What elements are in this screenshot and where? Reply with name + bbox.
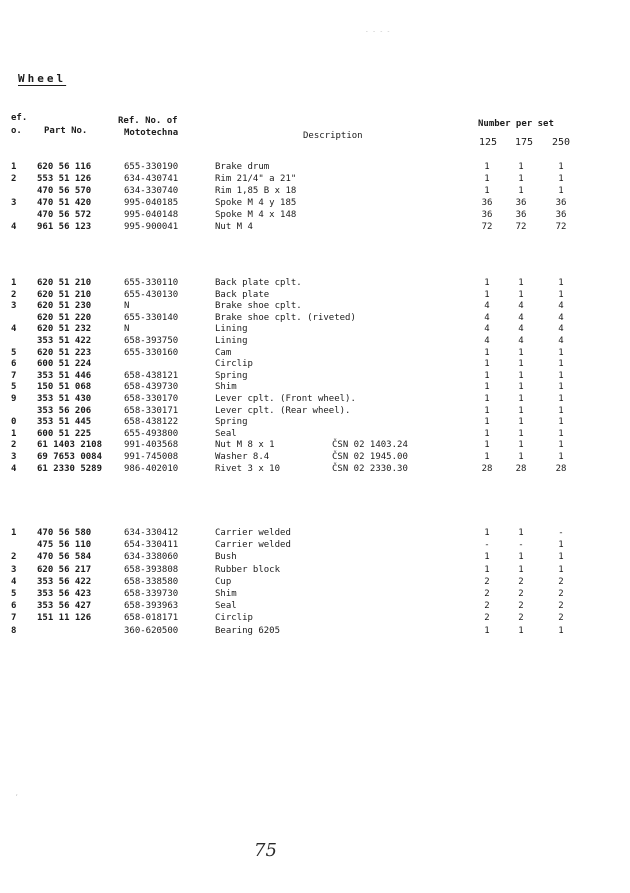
description: Circlip: [215, 359, 253, 370]
header-size-125: 125: [478, 137, 498, 148]
quantity-250: 1: [558, 278, 564, 288]
mototechna-number: 995-040185: [124, 198, 179, 208]
item-ref: 1: [11, 162, 17, 172]
section-title: Wheel: [18, 72, 67, 85]
quantity-175: 1: [518, 289, 524, 300]
item-ref: 2: [11, 440, 17, 451]
part-number: 620 51 210: [37, 289, 92, 300]
csn-standard: ČSN 02 1403.24: [332, 440, 408, 451]
quantity-125: 1: [484, 278, 490, 288]
quantity-175: -: [518, 540, 524, 551]
description: Carrier welded: [215, 540, 291, 551]
part-number: 553 51 126: [37, 174, 92, 184]
quantity-175: 72: [515, 222, 527, 232]
quantity-175: 1: [518, 186, 524, 196]
mototechna-number: 658-393750: [124, 336, 179, 346]
table-row: [0, 335, 630, 347]
mototechna-number: 634-338060: [124, 552, 179, 563]
table-row: [0, 312, 630, 324]
quantity-250: 36: [555, 198, 567, 208]
quantity-125: 1: [484, 528, 490, 538]
mototechna-number: 655-330140: [124, 312, 179, 323]
description: Spoke M 4 x 148: [215, 210, 297, 220]
header-part-no: Part No.: [44, 126, 88, 136]
item-ref: 1: [11, 528, 17, 538]
quantity-250: 2: [558, 589, 564, 599]
description: Nut M 8 x 1: [215, 440, 275, 451]
quantity-125: 72: [481, 222, 493, 232]
header-size-250: 250: [551, 137, 571, 148]
part-number: 353 51 430: [37, 394, 92, 404]
quantity-125: 1: [484, 289, 490, 300]
part-number: 620 56 116: [37, 162, 92, 172]
quantity-175: 36: [515, 198, 527, 208]
table-row: [0, 551, 630, 563]
mototechna-number: 634-430741: [124, 174, 179, 184]
quantity-125: 1: [484, 359, 490, 370]
quantity-250: 72: [555, 222, 567, 232]
description: Rim 21/4" a 21": [215, 174, 297, 184]
quantity-175: 4: [518, 312, 524, 323]
quantity-250: 1: [558, 289, 564, 300]
part-number: 61 1403 2108: [37, 440, 103, 451]
table-row: [0, 576, 630, 588]
item-ref: 5: [11, 382, 17, 393]
quantity-125: 1: [484, 162, 490, 172]
quantity-250: 4: [558, 301, 564, 312]
quantity-125: 1: [484, 394, 490, 404]
table-row: [0, 405, 630, 417]
part-number: 353 56 427: [37, 601, 92, 612]
quantity-125: 2: [484, 576, 490, 587]
quantity-250: 1: [558, 417, 564, 428]
quantity-175: 1: [518, 347, 524, 358]
quantity-250: 1: [558, 370, 564, 381]
mototechna-number: 991-745008: [124, 452, 179, 462]
item-ref: 1: [11, 428, 17, 439]
part-number: 470 56 570: [37, 186, 92, 196]
quantity-125: 36: [481, 210, 493, 220]
part-number: 353 56 422: [37, 576, 92, 587]
quantity-125: -: [484, 540, 490, 551]
table-row: [0, 381, 630, 393]
mototechna-number: 658-330170: [124, 394, 179, 404]
header-description: Description: [303, 131, 363, 141]
quantity-175: 2: [518, 589, 524, 599]
quantity-250: 1: [558, 440, 564, 451]
table-row: [0, 221, 630, 233]
mototechna-number: 655-493800: [124, 428, 179, 439]
mototechna-number: 655-430130: [124, 289, 179, 300]
item-ref: 3: [11, 452, 17, 462]
table-row: [0, 600, 630, 612]
header-number-per-set: Number per set: [478, 119, 554, 129]
mototechna-number: 995-900041: [124, 222, 179, 232]
quantity-250: 1: [558, 174, 564, 184]
mototechna-number: 360-620500: [124, 625, 179, 636]
quantity-250: 36: [555, 210, 567, 220]
table-row: [0, 347, 630, 359]
mototechna-number: 658-018171: [124, 613, 179, 624]
mototechna-number: N: [124, 324, 130, 335]
description: Spring: [215, 370, 248, 381]
part-number: 620 51 210: [37, 278, 92, 288]
mototechna-number: 658-438122: [124, 417, 179, 428]
quantity-175: 1: [518, 564, 524, 575]
quantity-125: 1: [484, 452, 490, 462]
description: Carrier welded: [215, 528, 291, 538]
table-row: [0, 370, 630, 382]
quantity-250: -: [558, 528, 564, 538]
quantity-175: 1: [518, 452, 524, 462]
item-ref: 8: [11, 625, 17, 636]
table-row: [0, 323, 630, 335]
quantity-250: 1: [558, 394, 564, 404]
table-row: [0, 612, 630, 624]
mototechna-number: 995-040148: [124, 210, 179, 220]
item-ref: 2: [11, 289, 17, 300]
quantity-125: 1: [484, 382, 490, 393]
item-ref: 3: [11, 564, 17, 575]
table-row: [0, 289, 630, 301]
item-ref: 5: [11, 589, 17, 599]
quantity-125: 1: [484, 347, 490, 358]
header-size-175: 175: [514, 137, 534, 148]
part-number: 353 51 445: [37, 417, 92, 428]
part-number: 353 56 423: [37, 589, 92, 599]
page-number: 75: [254, 840, 277, 861]
quantity-125: 4: [484, 312, 490, 323]
part-number: 353 56 206: [37, 405, 92, 416]
quantity-175: 2: [518, 601, 524, 612]
mototechna-number: 986-402010: [124, 463, 179, 474]
quantity-175: 1: [518, 162, 524, 172]
quantity-250: 1: [558, 452, 564, 462]
quantity-125: 1: [484, 564, 490, 575]
quantity-250: 4: [558, 324, 564, 335]
quantity-125: 28: [481, 463, 493, 474]
table-row: [0, 358, 630, 370]
quantity-175: 1: [518, 440, 524, 451]
quantity-175: 28: [515, 463, 527, 474]
quantity-250: 1: [558, 564, 564, 575]
table-row: [0, 625, 630, 637]
quantity-175: 1: [518, 417, 524, 428]
mototechna-number: N: [124, 301, 130, 312]
part-number: 961 56 123: [37, 222, 92, 232]
part-number: 470 56 580: [37, 528, 92, 538]
description: Shim: [215, 382, 237, 393]
part-number: 470 56 584: [37, 552, 92, 563]
quantity-125: 4: [484, 324, 490, 335]
item-ref: 3: [11, 301, 17, 312]
table-row: [0, 197, 630, 209]
table-row: [0, 416, 630, 428]
table-row: [0, 393, 630, 405]
description: Shim: [215, 589, 237, 599]
quantity-175: 2: [518, 613, 524, 624]
part-number: 61 2330 5289: [37, 463, 103, 474]
description: Circlip: [215, 613, 253, 624]
table-row: [0, 588, 630, 600]
part-number: 150 51 068: [37, 382, 92, 393]
mototechna-number: 991-403568: [124, 440, 179, 451]
quantity-125: 1: [484, 370, 490, 381]
quantity-175: 1: [518, 428, 524, 439]
mototechna-number: 655-330190: [124, 162, 179, 172]
description: Cam: [215, 347, 232, 358]
part-number: 151 11 126: [37, 613, 92, 624]
mototechna-number: 658-339730: [124, 589, 179, 599]
item-ref: 1: [11, 278, 17, 288]
item-ref: 2: [11, 174, 17, 184]
part-number: 470 51 420: [37, 198, 92, 208]
description: Brake drum: [215, 162, 270, 172]
quantity-250: 1: [558, 405, 564, 416]
quantity-175: 1: [518, 552, 524, 563]
mototechna-number: 634-330740: [124, 186, 179, 196]
table-row: [0, 185, 630, 197]
quantity-250: 2: [558, 613, 564, 624]
table-row: [0, 277, 630, 289]
part-number: 353 51 422: [37, 336, 92, 346]
item-ref: 5: [11, 347, 17, 358]
quantity-125: 1: [484, 625, 490, 636]
mototechna-number: 655-330160: [124, 347, 179, 358]
quantity-175: 4: [518, 324, 524, 335]
quantity-175: 4: [518, 301, 524, 312]
mototechna-number: 655-330110: [124, 278, 179, 288]
description: Cup: [215, 576, 232, 587]
description: Lever cplt. (Front wheel).: [215, 394, 356, 404]
table-row: [0, 527, 630, 539]
item-ref: 0: [11, 417, 17, 428]
quantity-250: 1: [558, 428, 564, 439]
item-ref: 2: [11, 552, 17, 563]
quantity-250: 1: [558, 382, 564, 393]
quantity-125: 2: [484, 589, 490, 599]
quantity-125: 2: [484, 613, 490, 624]
mototechna-number: 658-393808: [124, 564, 179, 575]
description: Brake shoe cplt. (riveted): [215, 312, 356, 323]
quantity-125: 4: [484, 301, 490, 312]
table-row: [0, 161, 630, 173]
quantity-250: 2: [558, 601, 564, 612]
quantity-250: 1: [558, 359, 564, 370]
description: Spring: [215, 417, 248, 428]
table-row: [0, 539, 630, 551]
quantity-125: 1: [484, 440, 490, 451]
item-ref: 7: [11, 370, 17, 381]
part-number: 620 51 220: [37, 312, 92, 323]
description: Lining: [215, 324, 248, 335]
quantity-125: 2: [484, 601, 490, 612]
item-ref: 6: [11, 601, 17, 612]
quantity-175: 1: [518, 394, 524, 404]
description: Lever cplt. (Rear wheel).: [215, 405, 351, 416]
quantity-250: 1: [558, 186, 564, 196]
item-ref: 7: [11, 613, 17, 624]
quantity-250: 1: [558, 625, 564, 636]
quantity-250: 28: [555, 463, 567, 474]
quantity-175: 1: [518, 405, 524, 416]
part-number: 475 56 110: [37, 540, 92, 551]
header-ref-line2: o.: [11, 126, 22, 136]
quantity-250: 1: [558, 540, 564, 551]
description: Seal: [215, 601, 237, 612]
part-number: 620 51 230: [37, 301, 92, 312]
table-row: [0, 463, 630, 475]
part-number: 620 51 223: [37, 347, 92, 358]
description: Rim 1,85 B x 18: [215, 186, 297, 196]
item-ref: 6: [11, 359, 17, 370]
scan-mark: ,: [15, 790, 19, 797]
quantity-175: 1: [518, 174, 524, 184]
description: Lining: [215, 336, 248, 346]
part-number: 620 51 232: [37, 324, 92, 335]
table-row: [0, 439, 630, 451]
description: Seal: [215, 428, 237, 439]
quantity-175: 1: [518, 625, 524, 636]
mototechna-number: 658-439730: [124, 382, 179, 393]
quantity-125: 1: [484, 186, 490, 196]
mototechna-number: 658-338580: [124, 576, 179, 587]
quantity-125: 4: [484, 336, 490, 346]
description: Bush: [215, 552, 237, 563]
mototechna-number: 658-393963: [124, 601, 179, 612]
part-number: 600 51 225: [37, 428, 92, 439]
header-mototechna-line2: Mototechna: [124, 128, 179, 138]
item-ref: 4: [11, 463, 17, 474]
quantity-175: 4: [518, 336, 524, 346]
quantity-250: 1: [558, 162, 564, 172]
quantity-125: 1: [484, 417, 490, 428]
table-row: [0, 428, 630, 440]
item-ref: 4: [11, 576, 17, 587]
quantity-250: 1: [558, 347, 564, 358]
quantity-175: 2: [518, 576, 524, 587]
quantity-250: 2: [558, 576, 564, 587]
scan-smudge: - - - -: [365, 28, 391, 35]
csn-standard: ČSN 02 1945.00: [332, 452, 408, 462]
description: Spoke M 4 y 185: [215, 198, 297, 208]
description: Brake shoe cplt.: [215, 301, 302, 312]
description: Back plate: [215, 289, 270, 300]
header-ref-line1: ef.: [11, 113, 28, 123]
table-row: [0, 564, 630, 576]
description: Back plate cplt.: [215, 278, 302, 288]
part-number: 620 56 217: [37, 564, 92, 575]
quantity-175: 1: [518, 278, 524, 288]
mototechna-number: 658-330171: [124, 405, 179, 416]
quantity-175: 1: [518, 382, 524, 393]
mototechna-number: 634-330412: [124, 528, 179, 538]
quantity-175: 1: [518, 528, 524, 538]
mototechna-number: 658-438121: [124, 370, 179, 381]
quantity-125: 1: [484, 174, 490, 184]
description: Washer 8.4: [215, 452, 270, 462]
item-ref: 4: [11, 324, 17, 335]
quantity-250: 4: [558, 336, 564, 346]
quantity-250: 4: [558, 312, 564, 323]
part-number: 600 51 224: [37, 359, 92, 370]
table-row: [0, 300, 630, 312]
csn-standard: ČSN 02 2330.30: [332, 463, 408, 474]
description: Rivet 3 x 10: [215, 463, 281, 474]
mototechna-number: 654-330411: [124, 540, 179, 551]
table-row: [0, 209, 630, 221]
header-mototechna-line1: Ref. No. of: [118, 116, 178, 126]
description: Nut M 4: [215, 222, 253, 232]
part-number: 353 51 446: [37, 370, 92, 381]
quantity-175: 1: [518, 359, 524, 370]
part-number: 69 7653 0084: [37, 452, 103, 462]
table-row: [0, 173, 630, 185]
quantity-125: 1: [484, 552, 490, 563]
description: Rubber block: [215, 564, 281, 575]
quantity-175: 36: [515, 210, 527, 220]
item-ref: 9: [11, 394, 17, 404]
quantity-250: 1: [558, 552, 564, 563]
part-number: 470 56 572: [37, 210, 92, 220]
quantity-125: 36: [481, 198, 493, 208]
table-row: [0, 451, 630, 463]
quantity-125: 1: [484, 405, 490, 416]
quantity-175: 1: [518, 370, 524, 381]
item-ref: 4: [11, 222, 17, 232]
description: Bearing 6205: [215, 625, 281, 636]
quantity-125: 1: [484, 428, 490, 439]
item-ref: 3: [11, 198, 17, 208]
